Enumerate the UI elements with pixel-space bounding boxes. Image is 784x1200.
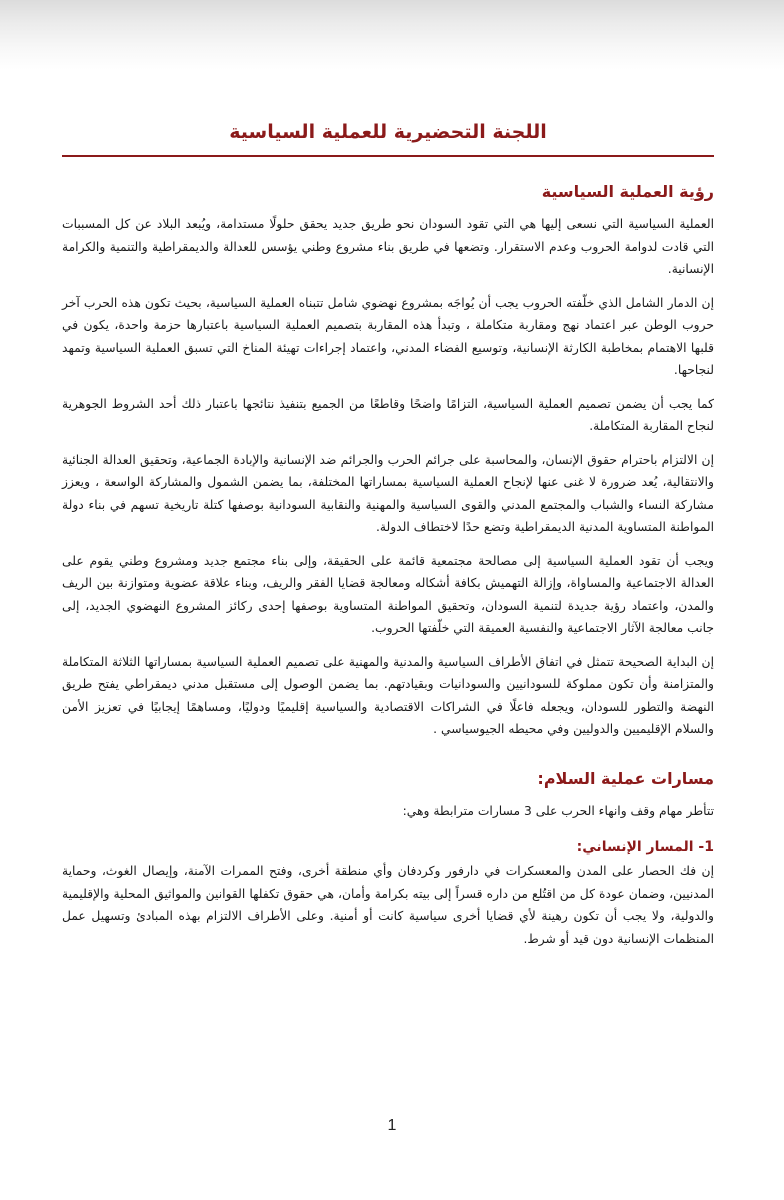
section-political-vision [62,179,714,741]
viewer-top-shadow [0,0,784,70]
subsection-heading: 1- المسار الإنساني: [576,839,714,855]
page-number: 1 [387,1117,397,1134]
section-heading: رؤية العملية السياسية [541,182,714,201]
paragraph: ويجب أن تقود العملية السياسية إلى مصالحة مجتمعية قائمة على الحقيقة، وإلى بناء مجتمع جديد ومشروع وطني يقوم على العدالة الاجتماعية والمساواة، وإزالة التهميش بكافة أشكاله ومعالجة قضايا الفقر والريف، وبناء علاقة عضوية ومتوازنة بين الريف والمدن، واعتماد رؤية جديدة لتنمية السودان، وتحقيق المواطنة المتساوية بوصفها إحدى ركائز المشروع النهضوي الجديد، إلى جانب معالجة الآثار الاجتماعية والنفسية العميقة التي خلّفتها الحروب. [62,553,714,635]
document-title: اللجنة التحضيرية للعملية السياسية [229,121,547,143]
paragraph: إن البداية الصحيحة تتمثل في اتفاق الأطراف السياسية والمدنية والمهنية على تصميم العملية السياسية بمساراتها الثلاثة المتكاملة والمتزامنة وأن تكون مملوكة للسودانيين والسودانيات وبقيادتهم. بما يضمن الوصول إلى مستقبل مدني ديمقراطي يفتح طريق النهضة والتطور للسودان، ويجعله فاعلًا في الشراكات الاقتصادية والسياسية إقليميًا ودوليًا، ومساهمًا إيجابيًا في تعزيز الأمن والسلام الإقليميين والدوليين وفي محيطه الجيوسياسي . [62,654,714,736]
paragraph: العملية السياسية التي نسعى إليها هي التي تقود السودان نحو طريق جديد يحقق حلولًا مستدامة، ويُبعد البلاد عن كل المسببات التي قادت لدوامة الحروب وعدم الاستقرار. وتضعها في طريق بناء مشروع وطني يؤسس للعدالة والديمقراطية والتنمية والكرامة الإنسانية. [62,217,714,276]
title-divider [62,155,714,157]
section-heading: مسارات عملية السلام: [537,768,714,788]
paragraph: إن فك الحصار على المدن والمعسكرات في دارفور وكردفان وأي منطقة أخرى، وفتح الممرات الآمنة، وإيصال الغوث، وحماية المدنيين، وضمان عودة كل من اقتُلع من داره قسراً إلى بيته بكرامة وأمان، هي حقوق تكفلها القوانين والمواثيق المحلية والإقليمية والدولية، ولا يجب أن تكون رهينة لأي قضايا أخرى سياسية كانت أو أمنية. وعلى الأطراف الالتزام بهذه المبادئ وتسهيل عمل المنظمات الإنسانية دون قيد أو شرط. [62,864,714,946]
section-peace-tracks [62,766,714,951]
section-intro: تتأطر مهام وقف وانهاء الحرب على 3 مسارات مترابطة وهي: [402,803,714,818]
paragraph: كما يجب أن يضمن تصميم العملية السياسية، التزامًا واضحًا وقاطعًا من الجميع بتنفيذ نتائجها باعتبار ذلك أحد الشروط الجوهرية لنجاح المقاربة المتكاملة. [62,396,714,433]
paragraph: إن الدمار الشامل الذي خلّفته الحروب يجب أن يُواجَه بمشروع نهضوي شامل تتبناه العملية السياسية، بحيث تكون هذه الحرب آخر حروب الوطن عبر اعتماد نهج ومقاربة متكاملة ، وتبدأ هذه المقاربة بتصميم العملية السياسية باعتبارها حزمة واحدة، يكون في قلبها الاهتمام بمخاطبة الكارثة الإنسانية، وتوسيع الفضاء المدني، واعتماد إجراءات تهيئة المناخ التي تسبق العملية السياسية وتمهد لنجاحها. [62,295,714,377]
section-spacer [62,752,714,766]
document-page [62,105,714,961]
paragraph: إن الالتزام باحترام حقوق الإنسان، والمحاسبة على جرائم الحرب والجرائم ضد الإنسانية والإبادة الجماعية، وتحقيق العدالة الجنائية والانتقالية، يُعد ضرورة لا غنى عنها لإنجاح العملية السياسية بمساراتها المختلفة، بما يضمن الشمول والمشاركة الواسعة ، ويعزز مشاركة النساء والشباب والمجتمع المدني والقوى السياسية والمهنية والنقابية السودانية بوصفها كتلة تاريخية تسهم في بناء دولة المواطنة المتساوية المدنية الديمقراطية وتضع حدًا لاختطاف الدولة. [62,452,714,534]
